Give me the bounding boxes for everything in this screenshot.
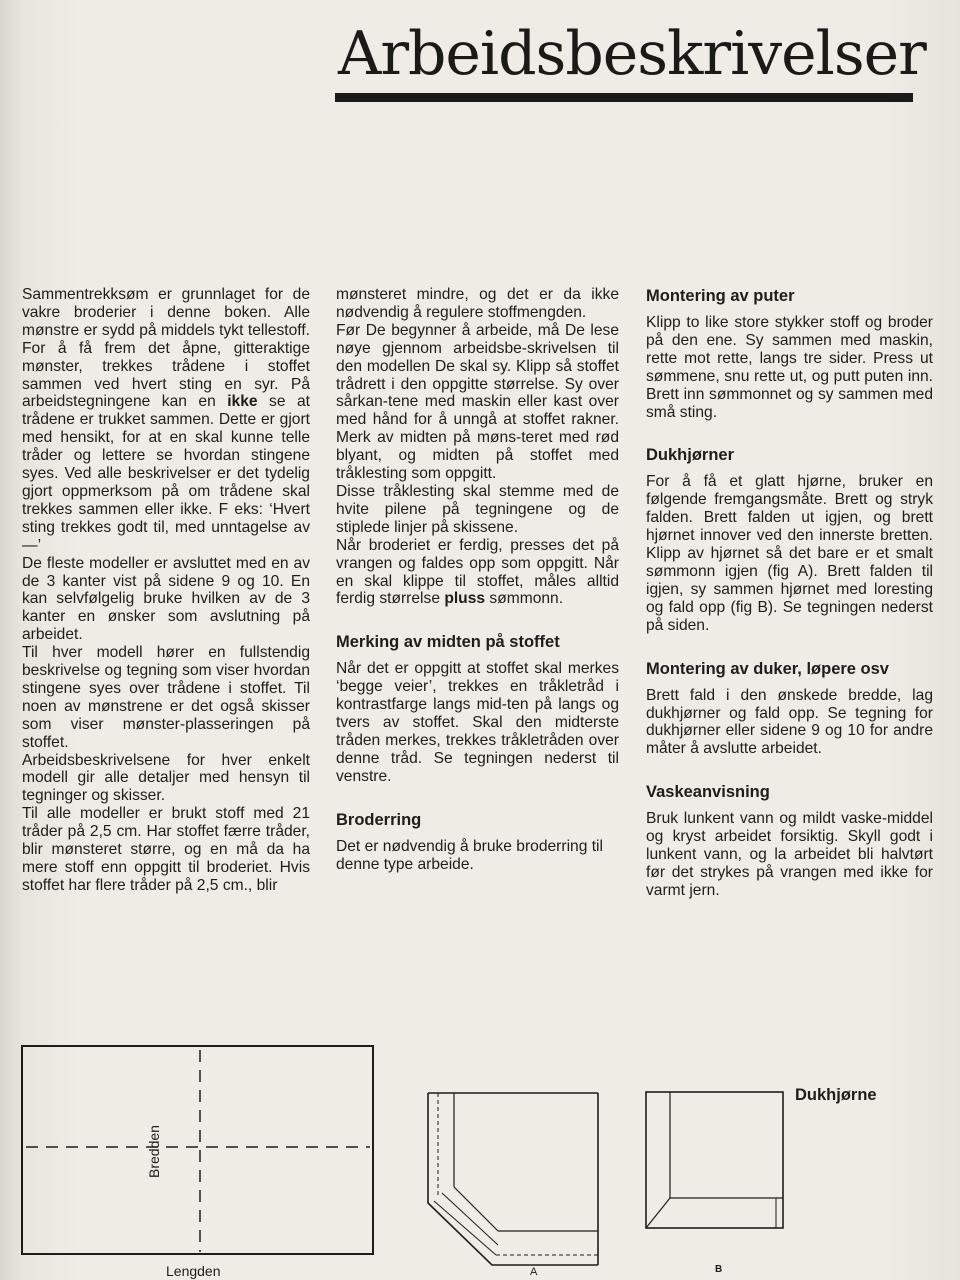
col1-paragraph-4: Arbeidsbeskrivelsene for hver enkelt modell gir alle detaljer med hensyn til tegninger og skisser.: [22, 751, 310, 805]
heading-broderring: Broderring: [336, 810, 422, 829]
fabric-midline-diagram: [18, 1040, 378, 1265]
col2-paragraph-4: Når broderiet er ferdig, presses det på vrangen og faldes opp som oppgitt. Når en skal klippe til stoffet, måles alltid ferdig størrelse pluss sømmonn.: [336, 536, 619, 608]
col3-paragraph-4: Bruk lunkent vann og mildt vaske-middel og kryst arbeidet forsiktig. Skyll godt i lunkent vann, og la arbeidet bli halvtørt før det strykes på vrangen med ikke for varmt jern.: [646, 810, 933, 899]
col2-paragraph-3: Disse tråklesting skal stemme med de hvite pilene på tegningene og de stiplede linjer på skissene.: [336, 482, 619, 536]
fig-b-label: B: [715, 1264, 723, 1275]
emphasis-pluss: pluss: [444, 590, 486, 608]
page-title: Arbeidsbeskrivelser: [338, 19, 926, 89]
col3-paragraph-1: Klipp to like store stykker stoff og broder på den ene. Sy sammen med maskin, rette mot rette, langs tre sider. Press ut sømmene, snu rette ut, og putt puten inn. Brett inn sømmonnet og sy sammen med små sting.: [646, 314, 933, 421]
col2-paragraph-6: Det er nødvendig å bruke broderring til denne type arbeide.: [336, 837, 603, 873]
corner-fig-b: [640, 1084, 790, 1239]
heading-montering-duker: Montering av duker, løpere osv: [646, 659, 889, 678]
col1-paragraph-2: De fleste modeller er avsluttet med en av de 3 kanter vist på sidene 9 og 10. En kan selvfølgelig bruke hvilken av de 3 kanter en ønsker som avslutning på arbeidet.: [22, 554, 310, 644]
fabric-outline: [22, 1046, 373, 1254]
dukhjorne-caption: Dukhjørne: [795, 1086, 877, 1104]
col1-paragraph-5: Til alle modeller er brukt stoff med 21 tråder på 2,5 cm. Har stoffet færre tråder, blir mønsteret større, og en må da ha mere stoff enn oppgitt til broderiet. Hvis stoffet har flere tråder på 2,5 cm., blir: [22, 805, 310, 894]
column-1: [22, 286, 310, 895]
column-3: [646, 286, 933, 900]
corner-fig-a: [420, 1085, 610, 1270]
heading-montering-puter: Montering av puter: [646, 287, 795, 305]
col2-paragraph-1: mønsteret mindre, og det er da ikke nødvendig å regulere stoffmengden.: [336, 286, 619, 321]
col2-paragraph-2: Før De begynner å arbeide, må De lese nøye gjennom arbeidsbe-skrivelsen til den modellen De skal sy. Klipp så stoffet trådrett i den oppgitte størrelse. Sy over sårkan-tene med maskin eller kast over med hånd for å unngå at stoffet rakner. Merk av midten på møns-teret med rød blyant, og midten på stoffet med tråklesting som oppgitt.: [336, 321, 619, 483]
col3-paragraph-2: For å få et glatt hjørne, bruker en følgende fremgangsmåte. Brett og stryk falden. Brett falden ut igjen, og brett hjørnet innover ved den innerste bretten. Klipp av hjørnet så det bare er et smalt sømmonn igjen (fig A). Brett falden til igjen, sy sammen hjørnet med loresting og fald opp (fig B). Se tegningen nederst på siden.: [646, 473, 933, 634]
lengden-label: Lengden: [166, 1263, 221, 1279]
title-rule: [335, 93, 913, 102]
col1-paragraph-1: Sammentrekksøm er grunnlaget for de vakre broderier i denne boken. Alle mønstre er sydd på middels tykt tellestoff. For å få frem det åpne, gitteraktige mønster, trekkes trådene i stoffet sammen ved hvert sting en syr. På arbeidstegningene kan en ikke se at trådene er trukket sammen. Dette er gjort med hensikt, for at en skal kunne telle tråder og lettere se hvordan stingene syes. Ved alle beskrivelser er det tydelig gjort oppmerksom på om trådene skal trekkes sammen eller ikke. F eks: ‘Hvert sting trekkes godt til, med unntagelse av—’: [22, 286, 310, 554]
emphasis-ikke: ikke: [227, 393, 258, 411]
heading-vaskeanvisning: Vaskeanvisning: [646, 783, 770, 802]
col1-paragraph-3: Til hver modell hører en fullstendig beskrivelse og tegning som viser hvordan stingene syes over trådene i stoffet. Til noen av mønstrene er det også skisser som viser mønster-plasseringen på stoffet.: [22, 644, 310, 751]
fig-a-label: A: [530, 1266, 538, 1278]
column-2: [336, 286, 619, 873]
bredden-label: Bredden: [146, 1125, 162, 1178]
heading-merking: Merking av midten på stoffet: [336, 633, 560, 652]
col3-paragraph-3: Brett fald i den ønskede bredde, lag dukhjørner og fald opp. Se tegning for dukhjørner eller sidene 9 og 10 for andre måter å avslutte arbeidet.: [646, 686, 933, 758]
col2-paragraph-5: Når det er oppgitt at stoffet skal merkes ‘begge veier’, trekkes en tråkletråd i kontrastfarge langs mid-ten på langs og tvers av stoffet. Skal den midterste tråden merkes, trekkes tråkletråden over denne tråd. Se tegningen nederst til venstre.: [336, 660, 619, 785]
heading-dukhjorner: Dukhjørner: [646, 446, 735, 465]
